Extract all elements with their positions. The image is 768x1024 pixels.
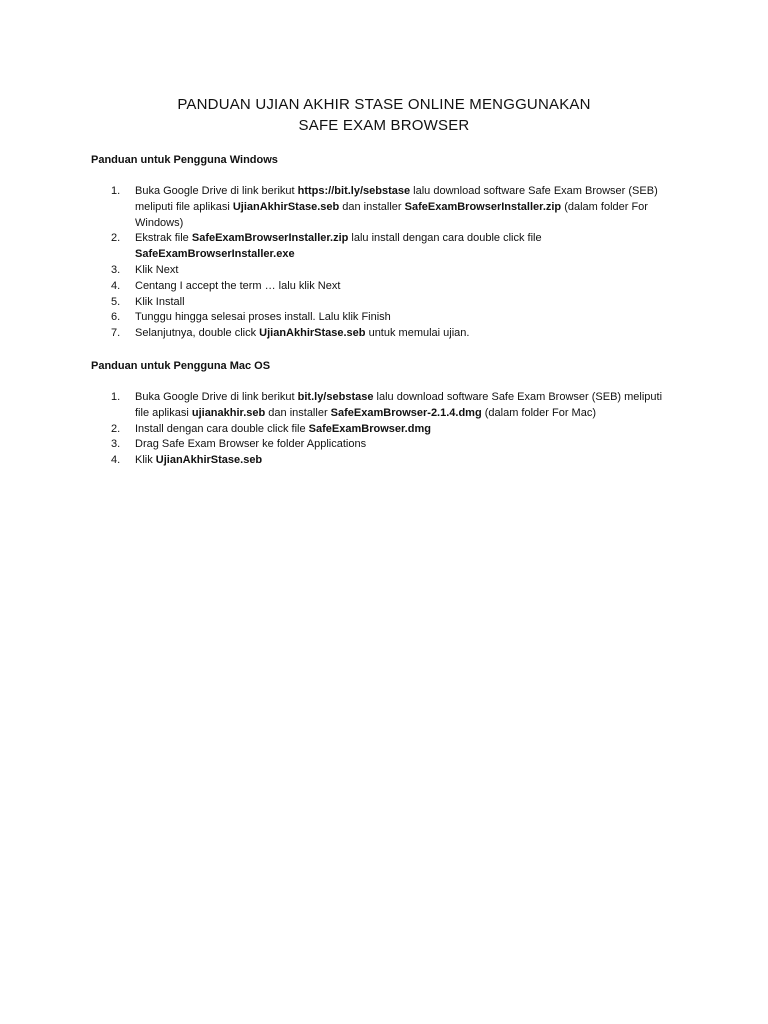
step-text-segment: Centang I accept the term … lalu klik Next xyxy=(135,279,341,292)
step-text-segment: lalu download software Safe Exam Browser (SEB) meliputi file aplikasi xyxy=(135,391,663,419)
step-text xyxy=(135,295,671,311)
document-title xyxy=(0,94,768,136)
step-item xyxy=(111,231,671,263)
step-text-bold: SafeExamBrowser.dmg xyxy=(308,422,431,435)
step-text-segment: Install dengan cara double click file xyxy=(135,422,309,435)
step-text xyxy=(135,453,671,469)
step-text-bold: UjianAkhirStase.seb xyxy=(155,454,263,467)
step-text-segment: Tunggu hingga selesai proses install. Lalu klik Finish xyxy=(135,311,391,324)
step-item xyxy=(111,263,671,279)
step-number: 2. xyxy=(111,232,121,245)
step-text xyxy=(135,326,671,342)
step-number: 2. xyxy=(111,422,121,435)
step-text-bold: SafeExamBrowserInstaller.exe xyxy=(135,248,295,261)
step-number: 5. xyxy=(111,295,121,308)
step-text-segment: dan installer xyxy=(265,406,331,419)
step-text-bold: ujianakhir.seb xyxy=(191,406,266,419)
step-text xyxy=(135,263,671,279)
step-item xyxy=(111,453,671,469)
step-number: 4. xyxy=(111,454,121,467)
step-text-bold: SafeExamBrowserInstaller.zip xyxy=(191,232,349,245)
step-text xyxy=(135,279,671,295)
step-text-bold: SafeExamBrowserInstaller.zip xyxy=(404,200,562,213)
step-item xyxy=(111,310,671,326)
step-item xyxy=(111,279,671,295)
step-text-segment: lalu download software Safe Exam Browser (SEB) meliputi file aplikasi xyxy=(135,185,658,213)
step-number: 3. xyxy=(111,438,121,451)
step-text-segment: Selanjutnya, double click xyxy=(135,327,260,340)
step-number: 6. xyxy=(111,311,121,324)
step-text xyxy=(135,437,671,453)
step-text-segment: Ekstrak file xyxy=(135,232,192,245)
step-number: 4. xyxy=(111,279,121,292)
step-item xyxy=(111,422,671,438)
step-text-segment: Buka Google Drive di link berikut xyxy=(135,391,298,403)
step-text-bold: bit.ly/sebstase xyxy=(297,391,374,403)
step-item xyxy=(111,390,671,422)
step-number: 7. xyxy=(111,327,121,340)
mac-steps-list xyxy=(111,390,671,469)
step-text-segment: lalu install dengan cara double click file xyxy=(348,232,542,245)
step-number: 3. xyxy=(111,263,121,276)
step-text-segment: dan installer xyxy=(339,200,405,213)
step-text-segment: Klik xyxy=(135,454,156,467)
step-text-bold: UjianAkhirStase.seb xyxy=(232,200,340,213)
step-text-segment: (dalam folder For Windows) xyxy=(135,200,648,229)
step-item xyxy=(111,184,671,231)
step-text-segment: Drag Safe Exam Browser ke folder Applications xyxy=(135,438,367,451)
title-line-1: PANDUAN UJIAN AKHIR STASE ONLINE MENGGUNAKAN xyxy=(177,96,591,113)
step-text-bold: UjianAkhirStase.seb xyxy=(259,327,366,340)
windows-steps-list xyxy=(111,184,671,342)
mac-section-heading: Panduan untuk Pengguna Mac OS xyxy=(91,360,271,372)
step-item xyxy=(111,437,671,453)
step-text xyxy=(135,422,671,438)
step-number: 1. xyxy=(111,391,121,403)
step-item xyxy=(111,326,671,342)
step-text-segment: untuk memulai ujian. xyxy=(365,327,470,340)
step-text-bold: SafeExamBrowser-2.1.4.dmg xyxy=(330,406,482,419)
step-text-segment: Klik Next xyxy=(135,263,179,276)
step-text xyxy=(135,184,671,231)
title-line-2: SAFE EXAM BROWSER xyxy=(298,117,470,134)
step-text-segment: (dalam folder For Mac) xyxy=(481,406,596,419)
step-text-segment: Buka Google Drive di link berikut xyxy=(135,185,298,197)
step-text-bold: https://bit.ly/sebstase xyxy=(297,185,411,197)
step-number: 1. xyxy=(111,185,121,197)
step-text xyxy=(135,310,671,326)
step-text xyxy=(135,390,671,422)
step-text xyxy=(135,231,671,263)
step-item xyxy=(111,295,671,311)
windows-section-heading: Panduan untuk Pengguna Windows xyxy=(91,154,278,166)
step-text-segment: Klik Install xyxy=(135,295,185,308)
